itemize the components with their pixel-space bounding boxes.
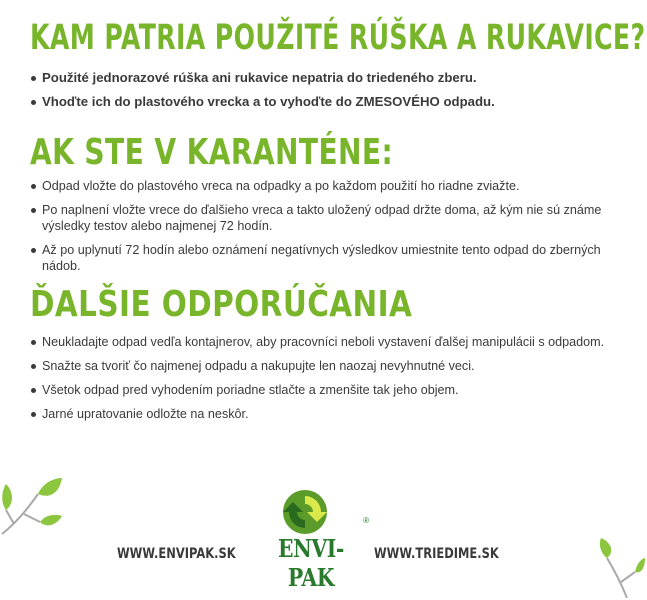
list-item: Jarné upratovanie odložte na neskôr. bbox=[30, 406, 620, 422]
leaf-branch-icon bbox=[0, 472, 70, 542]
section3-list bbox=[30, 334, 620, 430]
list-item: Snažte sa tvoriť čo najmenej odpadu a nakupujte len naozaj nevyhnutné veci. bbox=[30, 358, 620, 374]
list-item: Použité jednorazové rúška ani rukavice nepatria do triedeného zberu. bbox=[30, 70, 620, 86]
list-item: Odpad vložte do plastového vreca na odpadky a po každom použití ho riadne zviažte. bbox=[30, 178, 620, 194]
leaf-branch-icon bbox=[597, 538, 645, 598]
section2-heading: AK STE V KARANTÉNE: bbox=[30, 132, 394, 173]
triedime-website-link[interactable]: WWW.TRIEDIME.SK bbox=[374, 546, 499, 562]
section1-heading: KAM PATRIA POUŽITÉ RÚŠKA A RUKAVICE? bbox=[30, 18, 646, 58]
section3-heading: ĎALŠIE ODPORÚČANIA bbox=[30, 284, 413, 325]
list-item: Až po uplynutí 72 hodín alebo oznámení negatívnych výsledkov umiestnite tento odpad do zberných nádob. bbox=[30, 242, 620, 274]
list-item: Po naplnení vložte vrece do ďalšieho vreca a takto uložený odpad držte doma, až kým nie sú známe výsledky testov alebo najmenej 72 hodín. bbox=[30, 202, 620, 234]
list-item: Všetok odpad pred vyhodením poriadne stlačte a zmenšite tak jeho objem. bbox=[30, 382, 620, 398]
section2-list bbox=[30, 178, 620, 282]
list-item: Neukladajte odpad vedľa kontajnerov, aby pracovníci neboli vystavení ďalšej manipulácii s odpadom. bbox=[30, 334, 620, 350]
envipak-logo bbox=[255, 486, 369, 592]
logo-wordmark: ENVI-PAK bbox=[278, 534, 344, 592]
section1-list bbox=[30, 70, 620, 118]
list-item: Vhoďte ich do plastového vrecka a to vyhoďte do ZMESOVÉHO odpadu. bbox=[30, 94, 620, 110]
envipak-website-link[interactable]: WWW.ENVIPAK.SK bbox=[117, 546, 236, 562]
registered-mark: ® bbox=[363, 516, 369, 525]
recycle-arrows-icon bbox=[255, 486, 367, 536]
